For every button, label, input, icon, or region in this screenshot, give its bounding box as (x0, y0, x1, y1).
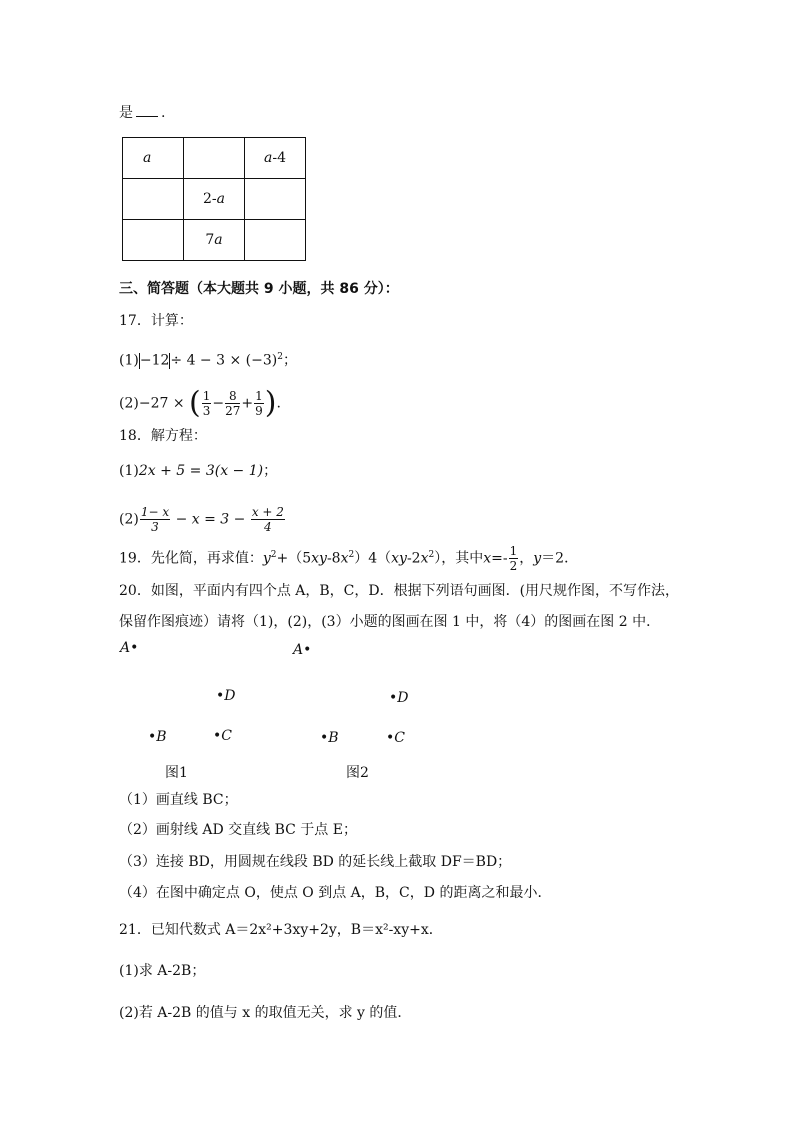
fig1-point-b: •B (148, 729, 167, 745)
section-heading: 三、简答题（本大题共 9 小题，共 86 分）： (119, 281, 399, 297)
fraction: $\frac{1}{9}$ (255, 389, 263, 418)
q20-step1: （1）画直线 BC； (119, 792, 238, 808)
q18-title: 18．解方程： (119, 428, 207, 444)
q21-line1: 21．已知代数式 A＝2x²+3xy+2y，B＝x²-xy+x． (119, 922, 443, 938)
q17-part2: (2)−27 × ( $\frac{1}{3}$ − $\frac{8}{27}$ + $\frac{1}{9}$ ). (119, 385, 281, 421)
q19: 19．先化简，再求值：$y^2+(5xy-8x^2)4(xy-2x^2)$，其中x=- $\frac{1}{2}$ ，y＝2． (119, 544, 579, 573)
fig2-point-a: A• (293, 642, 312, 658)
q18-part1: (1)2x + 5 = 3(x − 1)； (119, 463, 278, 479)
table-cell (245, 220, 306, 261)
fig2-caption: 图2 (346, 765, 369, 781)
table-row (123, 220, 306, 261)
previous-question-tail (119, 103, 165, 123)
fig1-point-c: •C (213, 728, 232, 744)
answer-blank[interactable] (136, 104, 158, 117)
q17-part1: $(1)-12\div 4 - 3 \times (-3)^2$； (119, 352, 297, 369)
table-cell: 2-a (184, 179, 245, 220)
fig2-point-d: •D (389, 690, 409, 706)
table-cell: a-4 (245, 138, 306, 179)
table-row (123, 138, 306, 179)
q21-part2: (2)若 A-2B 的值与 x 的取值无关，求 y 的值． (119, 1005, 412, 1021)
fraction: $\frac{8}{27}$ (225, 389, 241, 418)
table-cell: a (123, 138, 184, 179)
fig2-point-c: •C (386, 730, 405, 746)
magic-square-table (122, 137, 306, 261)
fraction: $\frac{1}{2}$ (509, 544, 518, 573)
fig1-point-d: •D (216, 688, 236, 704)
table-cell (123, 220, 184, 261)
fraction: $\frac{1}{3}$ (202, 389, 211, 418)
q18-part2: (2) $\frac{1- x}{3}$ − x = 3 − $\frac{x + 2}{4}$ (119, 505, 284, 534)
fig1-caption: 图1 (165, 765, 188, 781)
fig2-point-b: •B (320, 730, 339, 746)
table-cell: 7a (184, 220, 245, 261)
q20-line2: 保留作图痕迹）请将（1)，(2)，(3）小题的图画在图 1 中，将（4）的图画在图 2 中． (119, 614, 661, 630)
answer-suffix: . (161, 105, 166, 121)
table-row (123, 179, 306, 220)
q20-step2: （2）画射线 AD 交直线 BC 于点 E； (119, 822, 357, 838)
q17-title: 17．计算： (119, 313, 193, 329)
q20-line1: 20．如图，平面内有四个点 A，B，C，D．根据下列语句画图．(用尺规作图，不写作法， (119, 583, 680, 599)
q20-step3: （3）连接 BD，用圆规在线段 BD 的延长线上截取 DF＝BD； (119, 854, 512, 870)
fraction: $\frac{x + 2}{4}$ (251, 505, 284, 534)
q20-step4: （4）在图中确定点 O，使点 O 到点 A，B，C，D 的距离之和最小． (119, 885, 552, 901)
fraction: $\frac{1- x}{3}$ (140, 505, 170, 534)
answer-prefix: 是 (119, 105, 133, 121)
table-cell (123, 179, 184, 220)
q21-part1: (1)求 A-2B； (119, 963, 206, 979)
fig1-point-a: A• (120, 640, 139, 656)
table-cell (184, 138, 245, 179)
table-cell (245, 179, 306, 220)
